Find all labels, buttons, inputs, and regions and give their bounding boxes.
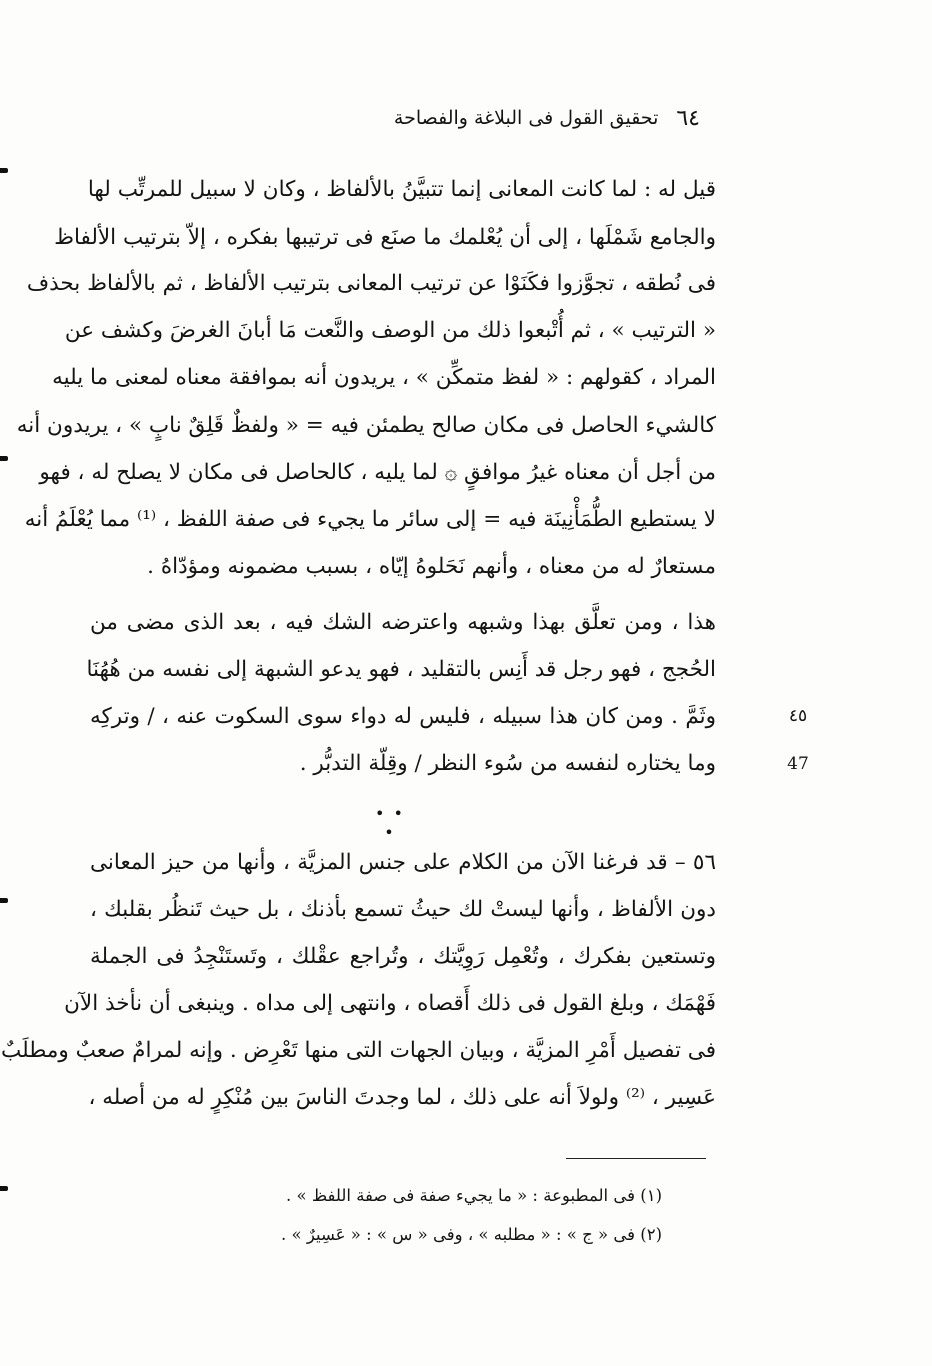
- text-line: والجامع شَمْلَها ، إلى أن يُعْلمك ما صنَع فى ترتيبها بفكره ، إلاّ بترتيب الألفاظ: [54, 225, 716, 250]
- text-line: دون الألفاظ ، وأنها ليستْ لك حيثُ تسمع بأذنك ، بل حيث تَنظُر بقلبك ،: [90, 897, 716, 922]
- text-line: فى تفصيل أَمْرِ المزيَّة ، وبيان الجهات التى منها تَعْرِض . وإنه لمرامٌ صعبٌ ومطلَبٌ: [0, 1038, 716, 1063]
- text-line: كالشيء الحاصل فى مكان صالح يطمئن فيه = « ولفظٌ قَلِقٌ نابٍ » ، يريدون أنه: [16, 413, 716, 438]
- text-line: الحُجج ، فهو رجل قد أَنِس بالتقليد ، فهو يدعو الشبهة إلى نفسه من هُهُنَا: [86, 657, 716, 682]
- text-line: وثَمَّ . ومن كان هذا سبيله ، فليس له دواء سوى السكوت عنه ، / وتركِه: [90, 704, 716, 729]
- text-line: ٥٦ – قد فرغنا الآن من الكلام على جنس المزيَّة ، وأنها من حيز المعانى: [90, 850, 716, 875]
- running-title: تحقيق القول فى البلاغة والفصاحة: [393, 107, 659, 129]
- text-line: مستعارٌ له من معناه ، وأنهم نَحَلوهُ إيّاه ، بسبب مضمونه ومؤدّاهُ .: [147, 554, 716, 579]
- text-line: « الترتيب » ، ثم أُتْبعوا ذلك من الوصف والنَّعت مَا أبانَ الغرضَ وكشف عن: [64, 318, 716, 343]
- running-header: [280, 100, 700, 136]
- text-line: فى نُطقه ، تجوَّزوا فكَنَوْا عن ترتيب المعانى بترتيب الألفاظ ، ثم بالألفاظ بحذف: [26, 271, 716, 296]
- scan-edge-mark: [0, 456, 8, 461]
- text-line: عَسِير ، ⁽²⁾ ولولاَ أنه على ذلك ، لما وجدتَ الناسَ بين مُنْكِرٍ له من أصله ،: [88, 1085, 716, 1110]
- margin-page-ref: ٤٥: [788, 706, 808, 726]
- text-line: قيل له : لما كانت المعانى إنما تتبيَّنُ بالألفاظ ، وكان لا سبيل للمرتِّب لها: [87, 177, 716, 202]
- footnote-rule: [566, 1158, 706, 1159]
- footnote: (١) فى المطبوعة : « ما يجيء صفة فى صفة اللفظ » .: [286, 1186, 662, 1205]
- text-line: هذا ، ومن تعلَّق بهذا وشبهه واعترضه الشك فيه ، بعد الذى مضى من: [90, 610, 716, 635]
- margin-page-ref: 47: [787, 754, 809, 774]
- scan-edge-mark: [0, 898, 8, 903]
- text-line: وما يختاره لنفسه من سُوء النظر / وقِلّة التدبُّر .: [299, 751, 716, 776]
- text-line: فَهْمَك ، وبلغ القول فى ذلك أَقصاه ، وانتهى إلى مداه . وينبغى أن نأخذ الآن: [64, 991, 716, 1016]
- section-separator: • • •: [375, 804, 405, 842]
- text-line: لا يستطيع الطُّمَأْنِينَة فيه = إلى سائر ما يجيء فى صفة اللفظ ، ⁽¹⁾ مما يُعْلَمُ أنه: [24, 507, 716, 532]
- page-number: ٦٤: [676, 105, 700, 131]
- footnote: (٢) فى « ج » : « مطلبه » ، وفى « س » : « عَسِيرٌ » .: [281, 1225, 662, 1244]
- scan-edge-mark: [0, 1186, 8, 1191]
- text-line: من أجل أن معناه غيرُ موافقٍ ۞ لما يليه ، كالحاصل فى مكان لا يصلح له ، فهو: [39, 460, 716, 485]
- text-line: المراد ، كقولهم : « لفظ متمكِّن » ، يريدون أنه بموافقة معناه لمعنى ما يليه: [52, 365, 716, 390]
- scan-edge-mark: [0, 168, 8, 173]
- text-line: وتستعين بفكرك ، وتُعْمِل رَوِيَّتك ، وتُراجع عقْلك ، وتَستَنْجِدُ فى الجملة: [90, 944, 716, 969]
